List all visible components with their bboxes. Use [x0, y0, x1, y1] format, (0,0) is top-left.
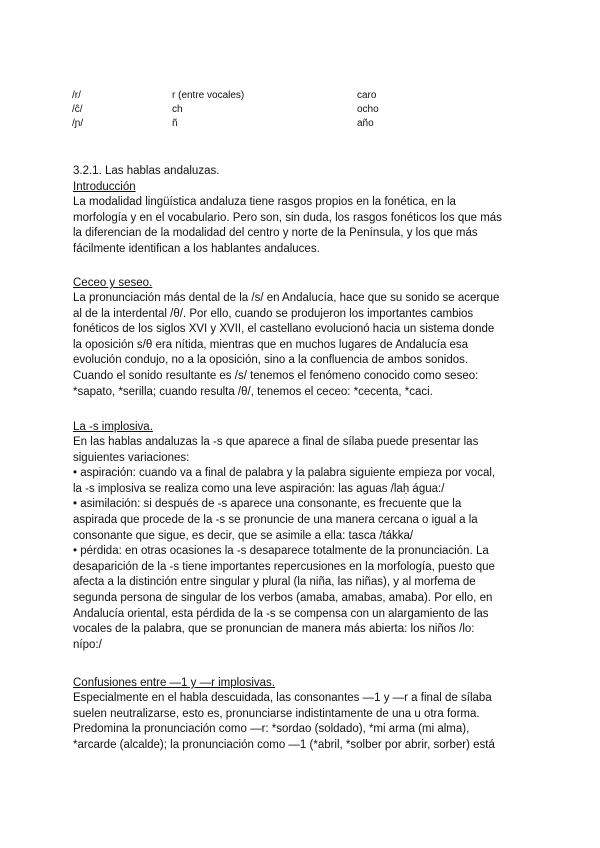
text-line: • asimilación: si después de -s aparece una consonante, es frecuente que la	[73, 498, 462, 511]
text-line: la oposición s/θ era nítida, mientras que en muchos lugares de Andalucía esa	[73, 338, 469, 351]
text-line: siguientes variaciones:	[73, 451, 190, 464]
section-heading-confusiones: Confusiones entre —1 y —r implosivas.	[73, 677, 275, 689]
text-line: fácilmente identifican a los hablantes andaluces.	[73, 242, 320, 255]
text-line: fonéticos de los siglos XVI y XVII, el castellano evolucionó hacia un sistema donde	[73, 323, 495, 336]
phoneme-description: ñ	[172, 118, 178, 129]
phoneme-description: ch	[172, 104, 183, 115]
text-line: segunda persona de singular de los verbos (amaba, amabas, amaba). Por ello, en	[73, 591, 493, 604]
text-line: En las hablas andaluzas la -s que aparece a final de sílaba puede presentar las	[73, 436, 479, 448]
phoneme-example: caro	[357, 90, 377, 101]
section-heading-introduccion: Introducción	[73, 181, 136, 193]
phoneme-description: r (entre vocales)	[172, 90, 245, 101]
phoneme-symbol: /ĉ/	[72, 104, 83, 115]
text-line: suelen neutralizarse, esto es, pronunciarse indistintamente de una u otra forma.	[73, 707, 480, 720]
paragraph-confusiones	[73, 691, 533, 753]
text-line: *arcarde (alcalde); la pronunciación como —1 (*abril, *solber por abrir, sorber) está	[73, 738, 495, 751]
text-line: La modalidad lingüística andaluza tiene rasgos propios en la fonética, en la	[73, 196, 456, 208]
phoneme-example: año	[357, 118, 374, 129]
phoneme-row	[72, 89, 512, 103]
text-line: la diferencian de la modalidad del centro y norte de la Península, y los que más	[73, 227, 478, 240]
phoneme-row	[72, 103, 512, 117]
section-heading-ceceo-seseo: Ceceo y seseo.	[73, 277, 153, 289]
text-line: • aspiración: cuando va a final de palabra y la palabra siguiente empieza por vocal,	[73, 467, 496, 480]
paragraph-introduccion	[73, 195, 533, 257]
text-line: evolución condujo, no a la oposición, sino a la confluencia de ambos sonidos.	[73, 354, 469, 367]
text-line: al de la interdental /θ/. Por ello, cuando se produjeron los importantes cambios	[73, 307, 474, 320]
text-line: consonante que sigue, es decir, que se asimile a ella: tasca /tákka/	[73, 529, 414, 542]
section-heading-s-implosiva: La -s implosiva.	[73, 421, 153, 433]
phoneme-example: ocho	[357, 104, 379, 115]
text-line: *sapato, *serilla; cuando resulta /θ/, tenemos el ceceo: *cecenta, *caci.	[73, 385, 433, 398]
text-line: • pérdida: en otras ocasiones la -s desaparece totalmente de la pronunciación. La	[73, 545, 489, 558]
text-line: Cuando el sonido resultante es /s/ tenemos el fenómeno conocido como seseo:	[73, 369, 479, 382]
paragraph-ceceo-seseo	[73, 291, 533, 400]
section-title: 3.2.1. Las hablas andaluzas.	[73, 165, 220, 177]
text-line: Andalucía oriental, esta pérdida de la -s se compensa con un alargamiento de las	[73, 607, 489, 620]
text-line: desaparición de la -s tiene importantes repercusiones en la morfología, puesto que	[73, 560, 495, 573]
text-line: La pronunciación más dental de la /s/ en Andalucía, hace que su sonido se acerque	[73, 292, 500, 304]
paragraph-s-implosiva	[73, 435, 533, 653]
text-line: afecta a la distinción entre singular y plural (la niña, las niñas), y al morfema de	[73, 576, 476, 589]
text-line: la -s implosiva se realiza como una leve aspiración: las aguas /laḥ água:/	[73, 482, 445, 495]
text-line: Predomina la pronunciación como —r: *sordao (soldado), *mi arma (mi alma),	[73, 723, 470, 736]
phoneme-symbol: /r/	[72, 90, 81, 101]
text-line: nípo:/	[73, 638, 102, 651]
text-line: vocales de la palabra, que se pronuncian de manera más abierta: los niños /lo:	[73, 623, 475, 636]
text-line: morfología y en el vocabulario. Pero son, sin duda, los rasgos fonéticos los que más	[73, 211, 502, 224]
text-line: Especialmente en el habla descuidada, las consonantes —1 y —r a final de sílaba	[73, 692, 492, 704]
phoneme-symbol: /ɲ/	[72, 118, 84, 129]
text-line: aspirada que procede de la -s se pronuncie de una manera cercana o igual a la	[73, 513, 478, 526]
phoneme-row	[72, 117, 512, 131]
